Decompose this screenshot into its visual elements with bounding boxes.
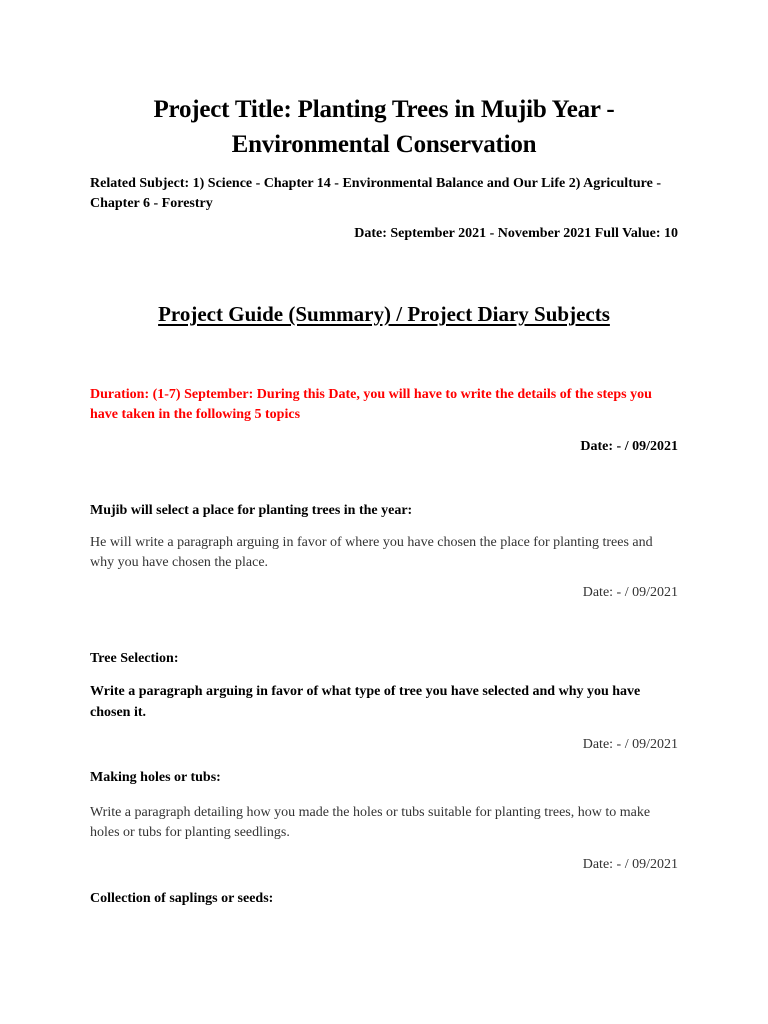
section-heading-collection: Collection of saplings or seeds: [90,891,274,906]
section-heading-making-holes: Making holes or tubs: [90,770,221,785]
related-subject: Related Subject: 1) Science - Chapter 14 - Environmental Balance and Our Life 2) Agriculture - Chapter 6 - Forestry [90,176,661,211]
section-body-tree-selection: Write a paragraph arguing in favor of what type of tree you have selected and why you have chosen it. [90,684,641,720]
duration-note: Duration: (1-7) September: During this Date, you will have to write the details of the steps you have taken in the following 5 topics [90,387,652,422]
section-heading-place-selection: Mujib will select a place for planting trees in the year: [90,503,413,518]
project-title: Project Title: Planting Trees in Mujib Year - Environmental Conservation [153,96,615,158]
duration-date: Date: - / 09/2021 [580,439,678,454]
section-date-place-selection: Date: - / 09/2021 [582,585,678,600]
section-body-place-selection: He will write a paragraph arguing in favor of where you have chosen the place for planting trees and why you have chosen the place. [90,535,653,570]
section-heading-tree-selection: Tree Selection: [90,651,179,666]
project-date-value: Date: September 2021 - November 2021 Full Value: 10 [354,226,678,241]
section-date-tree-selection: Date: - / 09/2021 [582,737,678,752]
section-date-making-holes: Date: - / 09/2021 [582,857,678,872]
section-body-making-holes: Write a paragraph detailing how you made the holes or tubs suitable for planting trees, how to make holes or tubs for planting seedlings. [90,805,651,840]
guide-heading: Project Guide (Summary) / Project Diary Subjects [158,302,610,326]
